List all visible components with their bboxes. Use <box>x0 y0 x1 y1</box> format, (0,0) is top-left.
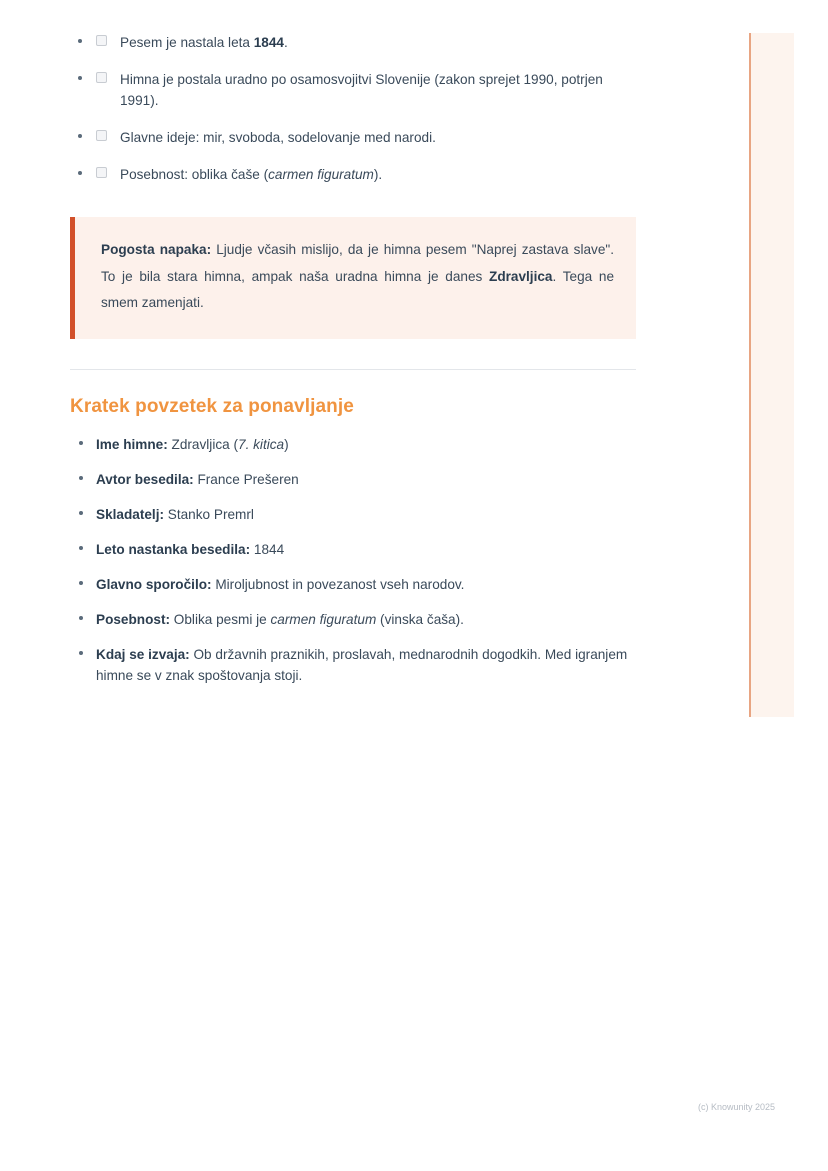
bullet-icon <box>79 476 83 480</box>
page-title: Kratek povzetek za ponavljanje <box>70 395 354 417</box>
text-segment: France Prešeren <box>193 471 299 487</box>
checklist-item-label <box>120 130 436 145</box>
checkbox[interactable] <box>96 167 107 178</box>
list-item-label <box>96 507 254 522</box>
text-segment: Posebnost: oblika čaše ( <box>120 167 269 183</box>
checkbox[interactable] <box>96 130 107 141</box>
bullet-icon <box>78 134 82 138</box>
list-item <box>70 574 636 595</box>
text-segment: Kdaj se izvaja: <box>96 647 190 663</box>
checklist-item-label <box>120 35 288 50</box>
checkbox[interactable] <box>96 35 107 46</box>
checklist-item <box>70 32 636 53</box>
callout-text <box>101 237 614 317</box>
list-item-label <box>96 472 299 487</box>
bullet-icon <box>79 581 83 585</box>
checklist-item <box>70 127 636 148</box>
text-segment: 1844 <box>250 542 285 557</box>
section-divider <box>70 369 636 370</box>
list-item <box>70 609 636 630</box>
text-segment: Skladatelj: <box>96 506 164 522</box>
common-mistake-callout <box>70 217 636 339</box>
list-item <box>70 644 636 686</box>
text-segment: Himna je postala uradno po osamosvojitvi Slovenije (zakon sprejet 1990, potrjen 1991). <box>120 72 603 109</box>
bullet-icon <box>78 171 82 175</box>
list-item-label <box>96 612 464 627</box>
checklist <box>70 32 636 185</box>
text-segment: Leto nastanka besedila: <box>96 542 251 557</box>
text-segment: Zdravljica <box>489 268 553 284</box>
text-segment: . <box>284 35 288 50</box>
bullet-icon <box>79 616 83 620</box>
footer-copyright: (c) Knowunity 2025 <box>698 1102 776 1112</box>
text-segment: ). <box>373 167 383 183</box>
text-segment: Zdravljica ( <box>167 436 239 452</box>
text-segment: Avtor besedila: <box>96 471 194 487</box>
bullet-icon <box>79 546 83 550</box>
text-segment: Glavno sporočilo: <box>96 577 212 593</box>
checklist-item-label <box>120 72 603 108</box>
summary-list <box>70 434 636 687</box>
list-item-label <box>96 647 627 683</box>
text-segment: Posebnost: <box>96 612 171 628</box>
text-segment: (vinska čaša). <box>376 612 464 628</box>
bullet-icon <box>78 39 82 43</box>
text-segment: Ime himne: <box>96 436 168 452</box>
list-item <box>70 434 636 455</box>
checklist-item-label <box>120 167 382 182</box>
list-item-label <box>96 577 464 592</box>
list-item <box>70 539 636 560</box>
checkbox[interactable] <box>96 72 107 83</box>
bullet-icon <box>78 76 82 80</box>
text-segment: Pesem je nastala leta <box>120 35 254 50</box>
list-item-label <box>96 437 289 452</box>
checklist-item <box>70 164 636 185</box>
text-segment: Ljudje včasih mislijo, da je himna pesem "Naprej zastava slave". To je bila stara himna, ampak naša uradna himna je danes <box>101 242 615 284</box>
list-item-label <box>96 542 284 557</box>
checklist-item <box>70 69 636 111</box>
text-segment: Ob državnih praznikih, proslavah, mednarodnih dogodkih. Med igranjem himne se v znak spoštovanja stoji. <box>96 647 628 684</box>
right-strip-accent-line <box>749 33 751 717</box>
text-segment: ) <box>284 436 289 452</box>
bullet-icon <box>79 441 83 445</box>
text-segment: Miroljubnost in povezanost vseh narodov. <box>211 577 465 593</box>
text-segment: Glavne ideje: mir, svoboda, sodelovanje med narodi. <box>120 130 436 146</box>
text-segment: Oblika pesmi je <box>170 612 271 628</box>
list-item <box>70 469 636 490</box>
text-segment: carmen figuratum <box>268 167 374 183</box>
text-segment: Stanko Premrl <box>164 506 254 522</box>
document-content <box>70 32 636 700</box>
right-decorative-strip <box>749 33 794 717</box>
bullet-icon <box>79 651 83 655</box>
list-item <box>70 504 636 525</box>
text-segment: 7. kitica <box>238 436 285 452</box>
text-segment: Pogosta napaka: <box>101 242 212 258</box>
text-segment: . Tega ne smem zamenjati. <box>101 268 615 311</box>
text-segment: 1844 <box>253 35 284 50</box>
text-segment: carmen figuratum <box>270 612 377 628</box>
bullet-icon <box>79 511 83 515</box>
